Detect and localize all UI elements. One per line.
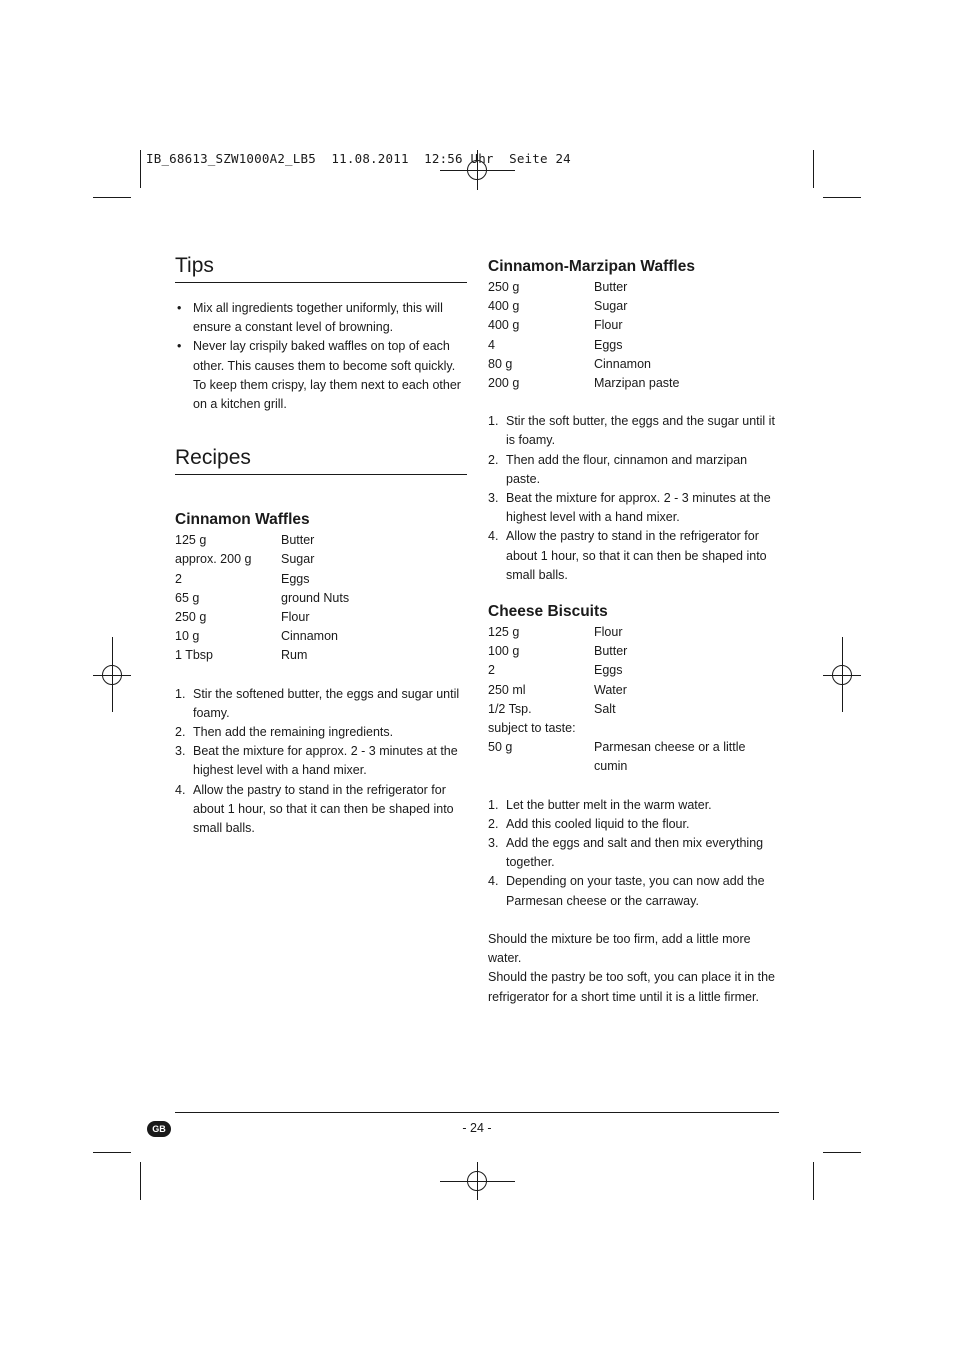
table-row: approx. 200 g Sugar [175,552,315,567]
cheese-biscuits-title: Cheese Biscuits [488,603,608,621]
table-row: 50 g Parmesan cheese or a little cumin [488,740,746,774]
table-row: 1 Tbsp Rum [175,648,308,663]
cinnamon-marzipan-waffles-ingredients [488,278,774,393]
list-item: 1. Stir the softened butter, the eggs and sugar until foamy. [175,686,460,720]
list-item: 4. Depending on your taste, you can now add the Parmesan cheese or the carraway. [488,874,765,908]
table-row: 65 g ground Nuts [175,590,350,605]
table-row: 100 g Butter [488,644,628,659]
list-item: 2. Then add the flour, cinnamon and marzipan paste. [488,452,748,486]
cheese-biscuits-note-firm: Should the mixture be too firm, add a little more water. [488,931,751,966]
right-column [488,252,778,1007]
table-row: 2 Eggs [488,663,623,678]
subject-to-taste-label: subject to taste: [488,721,576,736]
table-row: 80 g Cinnamon [488,356,651,371]
page-number: - 24 - [462,1121,492,1135]
cinnamon-marzipan-waffles-steps [488,412,778,585]
table-row: 250 g Flour [175,610,310,625]
cinnamon-waffles-title: Cinnamon Waffles [175,511,310,529]
cheese-biscuits-steps [488,796,778,911]
list-item: • Never lay crispily baked waffles on top of each other. This causes them to become soft quickly. To keep them crispy, lay them next to each other on a kitchen grill. [177,339,461,412]
table-row: 2 Eggs [175,571,310,586]
footer-rule [175,1112,779,1113]
list-item: 3. Beat the mixture for approx. 2 - 3 minutes at the highest level with a hand mixer. [488,491,771,525]
list-item: 2. Then add the remaining ingredients. [175,725,394,740]
cinnamon-waffles-steps [175,685,467,839]
cheese-biscuits-ingredients [488,623,774,777]
list-item: 4. Allow the pastry to stand in the refrigerator for about 1 hour, so that it can then be shaped into small balls. [175,782,454,836]
recipes-heading: Recipes [175,444,467,475]
cheese-biscuits-note-soft: Should the pastry be too soft, you can place it in the refrigerator for a short time until it is a little firmer. [488,970,775,1004]
table-row: 400 g Flour [488,318,623,333]
left-column [175,252,467,838]
table-row: 1/2 Tsp. Salt [488,701,616,716]
country-badge: GB [147,1121,171,1137]
cinnamon-waffles-ingredients [175,531,461,665]
table-row: 125 g Butter [175,533,315,548]
table-row: 250 g Butter [488,280,628,294]
list-item: 4. Allow the pastry to stand in the refrigerator for about 1 hour, so that it can then be shaped into small balls. [488,529,767,582]
table-row: 10 g Cinnamon [175,629,338,644]
list-item: 1. Let the butter melt in the warm water. [488,797,712,812]
list-item: 3. Beat the mixture for approx. 2 - 3 minutes at the highest level with a hand mixer. [175,744,458,778]
tips-list [175,299,467,414]
tips-heading: Tips [175,252,467,283]
list-item: 3. Add the eggs and salt and then mix everything together. [488,836,764,870]
list-item: 2. Add this cooled liquid to the flour. [488,816,690,831]
table-row: 250 ml Water [488,682,627,697]
table-row: 125 g Flour [488,625,623,640]
cinnamon-marzipan-waffles-title: Cinnamon-Marzipan Waffles [488,258,695,275]
table-row: 400 g Sugar [488,299,628,314]
list-item: 1. Stir the soft butter, the eggs and the sugar until it is foamy. [488,414,775,448]
list-item: • Mix all ingredients together uniformly, this will ensure a constant level of browning. [177,301,443,335]
table-row: 200 g Marzipan paste [488,376,680,391]
table-row: 4 Eggs [488,337,623,352]
print-slug: IB_68613_SZW1000A2_LB5 11.08.2011 12:56 Uhr Seite 24 [146,151,571,166]
table-row [488,719,774,738]
